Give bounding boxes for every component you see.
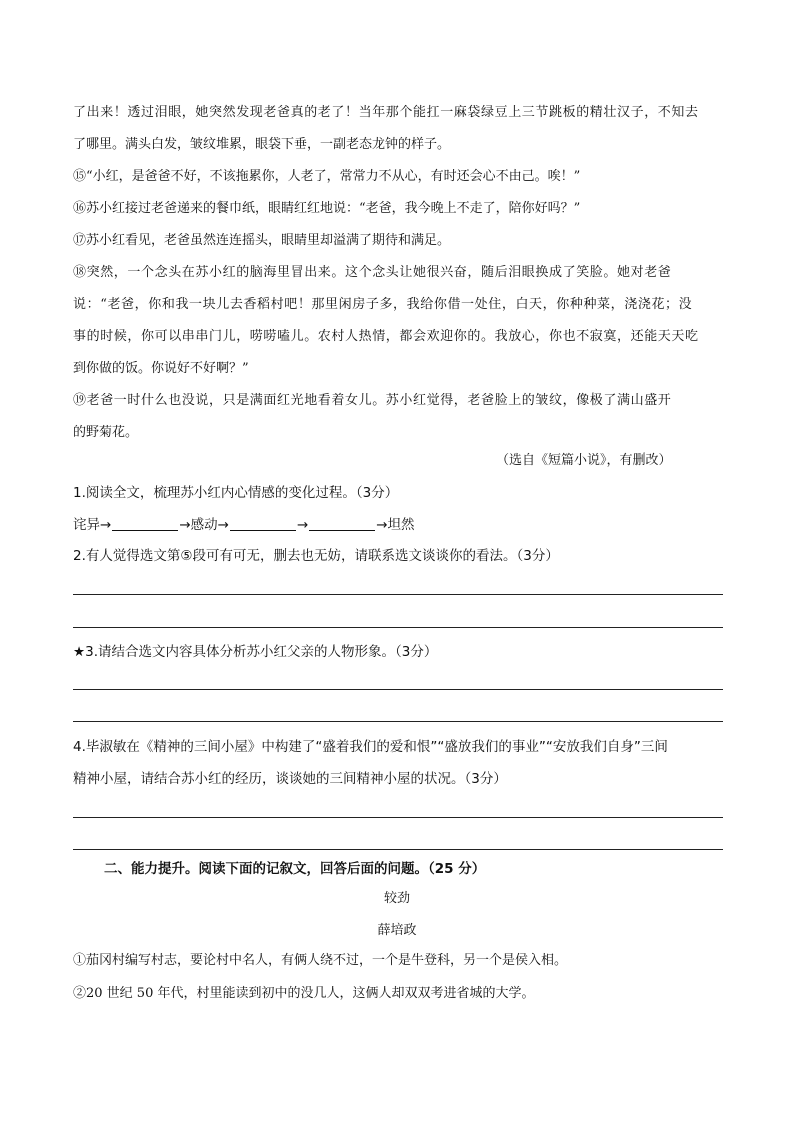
paragraph-17: ⑰苏小红看见，老爸虽然连连摇头，眼睛里却溢满了期待和满足。 [73, 233, 451, 248]
answer-line[interactable] [73, 689, 723, 690]
section-2-heading: 二、能力提升。阅读下面的记叙文，回答后面的问题。（25 分） [104, 861, 486, 877]
chain-start: 诧异→ [73, 517, 112, 533]
paragraph-2: ②20 世纪 50 年代，村里能读到初中的没几人，这俩人却双双考进省城的大学。 [73, 986, 535, 1001]
answer-line[interactable] [73, 627, 723, 628]
question-2: 2.有人觉得选文第⑤段可有可无，删去也无妨，请联系选文谈谈你的看法。（3分） [73, 548, 559, 564]
answer-line[interactable] [73, 721, 723, 722]
story-line: 了哪里。满头白发，皱纹堆累，眼袋下垂，一副老态龙钟的样子。 [73, 137, 451, 152]
paragraph-19: ⑲老爸一时什么也没说，只是满面红光地看着女儿。苏小红觉得，老爸脸上的皱纹，像极了满山盛开 [73, 393, 672, 408]
answer-line[interactable] [73, 594, 723, 595]
answer-blank-3[interactable] [309, 517, 375, 531]
paragraph-18: ⑱突然，一个念头在苏小红的脑海里冒出来。这个念头让她很兴奋，随后泪眼换成了笑脸。她对老爸 [73, 265, 672, 280]
paragraph-1: ①茄冈村编写村志，要论村中名人，有俩人绕不过，一个是牛登科，另一个是侯入相。 [73, 953, 568, 968]
source-citation: （选自《短篇小说》，有删改） [496, 453, 672, 468]
question-4-line-2: 精神小屋，请结合苏小红的经历，谈谈她的三间精神小屋的状况。（3分） [73, 771, 507, 787]
question-1-chain [73, 516, 723, 534]
chain-end: →坦然 [376, 517, 415, 533]
story-line: 事的时候，你可以串串门儿，唠唠嗑儿。农村人热情，都会欢迎你的。我放心，你也不寂寞，还能天天吃 [73, 329, 699, 344]
answer-blank-2[interactable] [230, 517, 296, 531]
paragraph-16: ⑯苏小红接过老爸递来的餐巾纸，眼睛红红地说：“老爸，我今晚上不走了，陪你好吗？” [73, 201, 581, 216]
paragraph-15: ⑮“小红，是爸爸不好，不该拖累你，人老了，常常力不从心，有时还会心不由己。唉！” [73, 169, 581, 184]
chain-mid-1: →感动→ [179, 517, 229, 533]
question-4-line-1: 4.毕淑敏在《精神的三间小屋》中构建了“盛着我们的爱和恨”“盛放我们的事业”“安放我们自身”三间 [73, 739, 668, 755]
story-line: 了出来！透过泪眼，她突然发现老爸真的老了！当年那个能扛一麻袋绿豆上三节跳板的精壮汉子，不知去 [73, 105, 699, 120]
question-3: ★3.请结合选文内容具体分析苏小红父亲的人物形象。（3分） [73, 644, 438, 660]
chain-mid-2: → [296, 517, 309, 533]
article-author: 薛培政 [377, 923, 417, 938]
story-line: 的野菊花。 [73, 425, 139, 440]
story-line: 说：“老爸，你和我一块儿去香稻村吧！那里闲房子多，我给你借一处住，白天，你种种菜，浇浇花；没 [73, 297, 693, 312]
answer-line[interactable] [73, 817, 723, 818]
answer-line[interactable] [73, 849, 723, 850]
story-line: 到你做的饭。你说好不好啊？” [73, 361, 249, 376]
question-1: 1.阅读全文，梳理苏小红内心情感的变化过程。（3分） [73, 485, 399, 501]
answer-blank-1[interactable] [112, 517, 178, 531]
article-title: 较劲 [383, 891, 410, 906]
